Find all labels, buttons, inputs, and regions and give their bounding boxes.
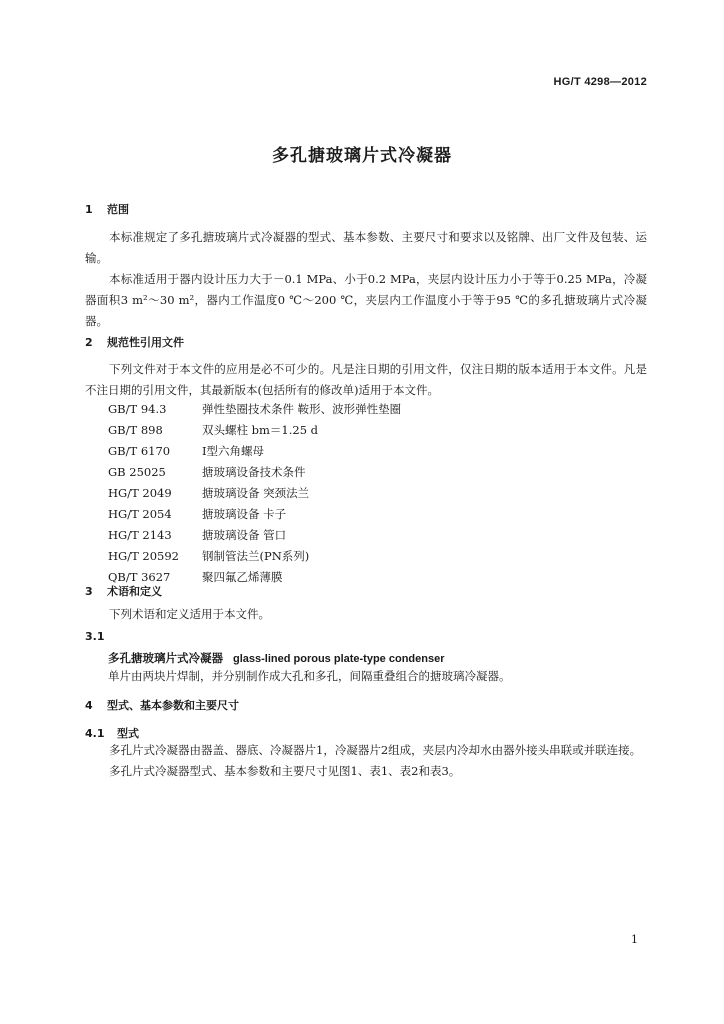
section-2-body xyxy=(85,359,647,401)
section-3-heading xyxy=(85,583,162,599)
reference-item xyxy=(108,504,286,525)
page-title: 多孔搪玻璃片式冷凝器 xyxy=(272,146,452,166)
paragraph: 多孔片式冷凝器由器盖、器底、冷凝器片1，冷凝器片2组成，夹层内冷却水由器外接头串联或并联连接。 xyxy=(109,743,642,757)
subsection-4-1-heading xyxy=(85,725,139,741)
term-entry xyxy=(108,650,445,666)
paragraph: 本标准规定了多孔搪玻璃片式冷凝器的型式、基本参数、主要尺寸和要求以及铭牌、出厂文件及包装、运输。 xyxy=(85,230,647,265)
standard-number: HG/T 4298—2012 xyxy=(553,76,647,88)
reference-code: GB/T 898 xyxy=(108,423,163,437)
subsection-title: 型式 xyxy=(117,727,139,740)
section-number: 3 xyxy=(85,585,93,598)
section-number: 1 xyxy=(85,203,93,216)
paragraph: 下列术语和定义适用于本文件。 xyxy=(109,607,270,621)
reference-name: Ⅰ型六角螺母 xyxy=(202,444,265,458)
term-definition: 单片由两块片焊制，并分别制作成大孔和多孔，间隔重叠组合的搪玻璃冷凝器。 xyxy=(108,669,511,683)
section-1-heading xyxy=(85,201,129,217)
reference-code: GB 25025 xyxy=(108,465,166,479)
reference-item xyxy=(108,525,286,546)
term-english: glass-lined porous plate-type condenser xyxy=(233,653,445,665)
reference-code: HG/T 2143 xyxy=(108,528,172,542)
reference-name: 双头螺柱 bm＝1.25 d xyxy=(202,423,319,437)
reference-item xyxy=(108,420,318,441)
section-4-body xyxy=(85,740,647,782)
reference-code: GB/T 94.3 xyxy=(108,402,167,416)
section-1-body xyxy=(85,227,647,332)
reference-name: 钢制管法兰(PN系列) xyxy=(202,549,310,563)
section-title: 规范性引用文件 xyxy=(107,336,184,349)
term-number: 3.1 xyxy=(85,630,105,643)
reference-item xyxy=(108,462,306,483)
reference-name: 聚四氟乙烯薄膜 xyxy=(202,570,283,584)
reference-name: 搪玻璃设备技术条件 xyxy=(202,465,306,479)
term-chinese: 多孔搪玻璃片式冷凝器 xyxy=(108,651,223,665)
reference-name: 弹性垫圈技术条件 鞍形、波形弹性垫圈 xyxy=(202,402,402,416)
reference-code: HG/T 20592 xyxy=(108,549,179,563)
paragraph: 本标准适用于器内设计压力大于－0.1 MPa、小于0.2 MPa，夹层内设计压力小于等于0.25 MPa，冷凝器面积3 m²～30 m²，器内工作温度0 ℃～200 ℃，夹层内工作温度小于等于95 ℃的多孔搪玻璃片式冷凝器。 xyxy=(85,272,647,328)
reference-item xyxy=(108,546,309,567)
section-title: 术语和定义 xyxy=(107,585,162,598)
reference-code: GB/T 6170 xyxy=(108,444,171,458)
section-3-body xyxy=(85,604,647,625)
paragraph: 多孔片式冷凝器型式、基本参数和主要尺寸见图1、表1、表2和表3。 xyxy=(109,764,461,778)
reference-item xyxy=(108,441,264,462)
reference-name: 搪玻璃设备 管口 xyxy=(202,528,287,542)
reference-item xyxy=(108,399,401,420)
subsection-number: 4.1 xyxy=(85,727,105,740)
section-title: 型式、基本参数和主要尺寸 xyxy=(107,699,239,712)
section-2-heading xyxy=(85,334,184,350)
paragraph: 下列文件对于本文件的应用是必不可少的。凡是注日期的引用文件，仅注日期的版本适用于本文件。凡是不注日期的引用文件，其最新版本(包括所有的修改单)适用于本文件。 xyxy=(85,362,647,397)
page-number: 1 xyxy=(631,933,638,946)
reference-code: HG/T 2049 xyxy=(108,486,172,500)
reference-code: HG/T 2054 xyxy=(108,507,172,521)
section-4-heading xyxy=(85,697,239,713)
reference-item xyxy=(108,483,309,504)
section-title: 范围 xyxy=(107,203,129,216)
reference-name: 搪玻璃设备 突颈法兰 xyxy=(202,486,310,500)
reference-code: QB/T 3627 xyxy=(108,570,171,584)
section-number: 2 xyxy=(85,336,93,349)
reference-name: 搪玻璃设备 卡子 xyxy=(202,507,287,521)
section-number: 4 xyxy=(85,699,93,712)
